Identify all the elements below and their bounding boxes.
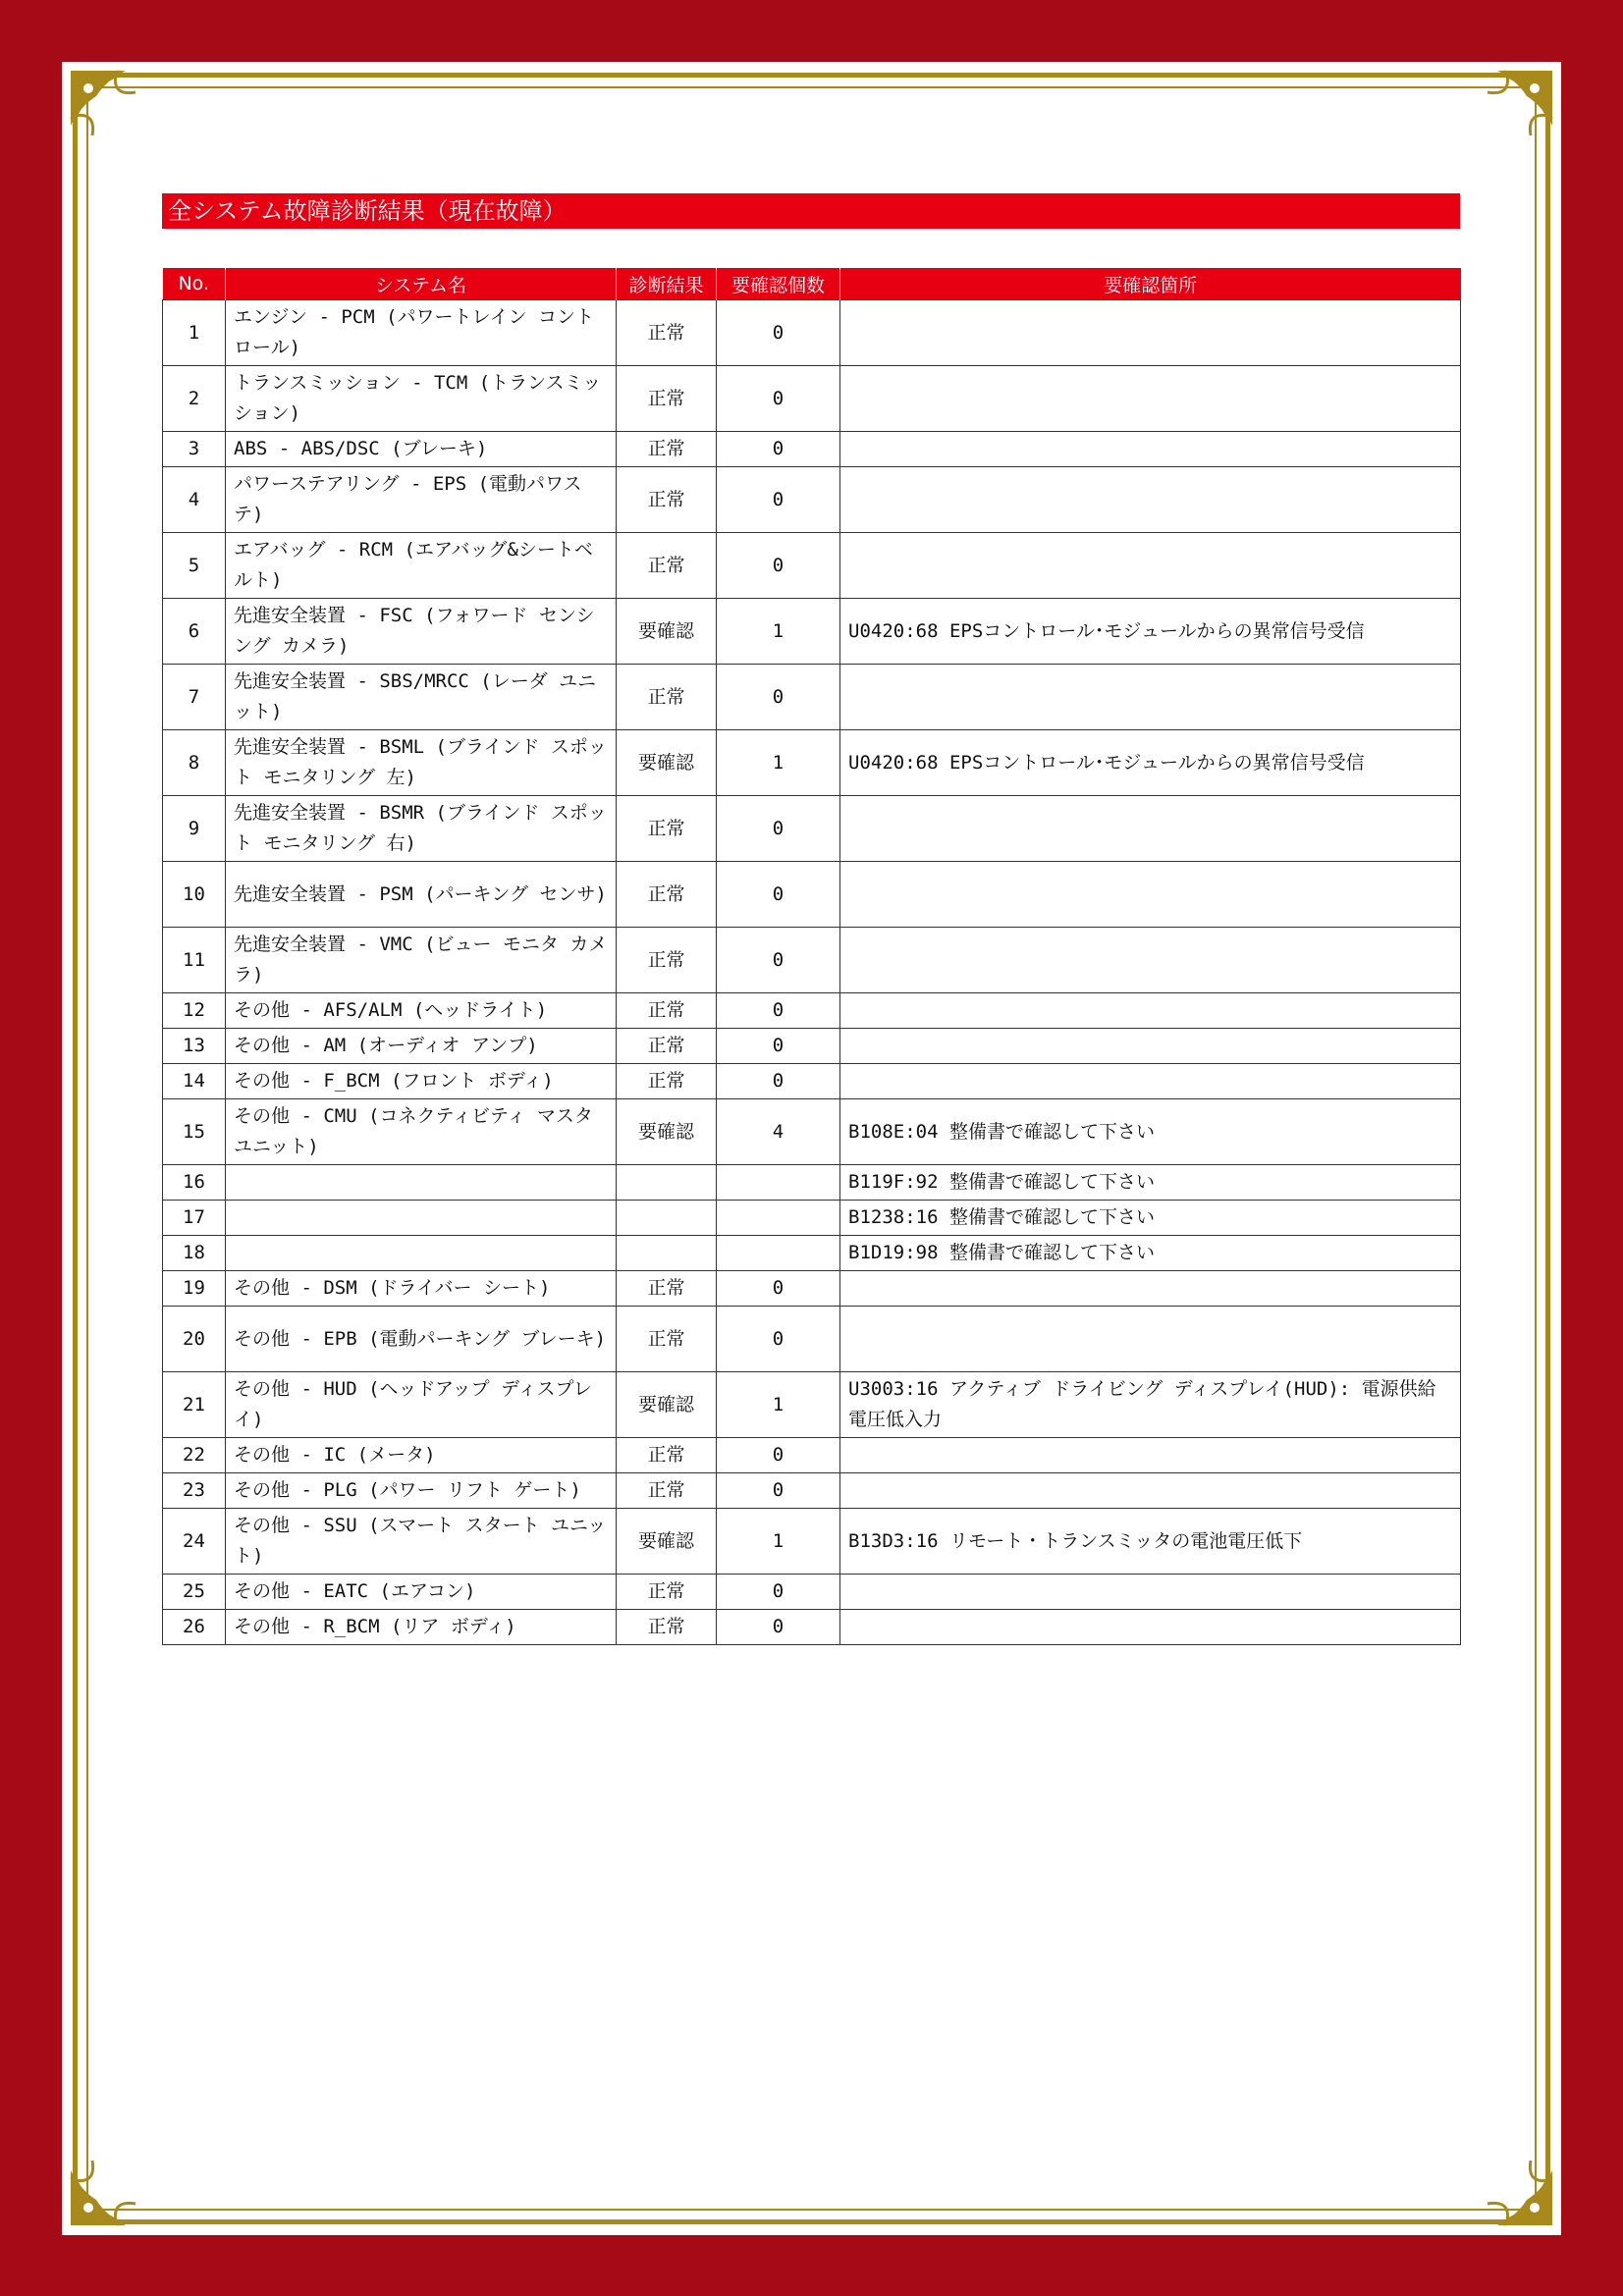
system-name: エンジン - PCM (パワートレイン コントロール): [226, 300, 617, 366]
check-detail: [840, 993, 1461, 1029]
check-count: 0: [717, 1438, 840, 1473]
check-detail: [840, 796, 1461, 862]
row-number: 1: [163, 300, 226, 366]
row-number: 16: [163, 1165, 226, 1201]
check-detail: [840, 928, 1461, 993]
table-row: [163, 1575, 1461, 1610]
row-number: 9: [163, 796, 226, 862]
system-name: その他 - CMU (コネクティビティ マスタ ユニット): [226, 1099, 617, 1165]
check-count: 1: [717, 599, 840, 665]
check-count: 0: [717, 366, 840, 432]
table-row: [163, 1372, 1461, 1438]
system-name: [226, 1201, 617, 1236]
table-row: [163, 1307, 1461, 1372]
diagnosis-result: [617, 1201, 717, 1236]
check-count: 1: [717, 1372, 840, 1438]
check-detail: [840, 432, 1461, 467]
column-header-count: 要確認個数: [717, 268, 840, 300]
row-number: 6: [163, 599, 226, 665]
row-number: 11: [163, 928, 226, 993]
check-count: 0: [717, 796, 840, 862]
row-number: 21: [163, 1372, 226, 1438]
check-count: 0: [717, 1064, 840, 1099]
diagnosis-result: 正常: [617, 432, 717, 467]
check-detail: U0420:68 EPSコントロール･モジュールからの異常信号受信: [840, 730, 1461, 796]
corner-ornament-icon: [1458, 67, 1556, 165]
check-detail: B1238:16 整備書で確認して下さい: [840, 1201, 1461, 1236]
check-detail: [840, 665, 1461, 730]
diagnosis-result: 正常: [617, 1307, 717, 1372]
system-name: 先進安全装置 - VMC (ビュー モニタ カメラ): [226, 928, 617, 993]
row-number: 25: [163, 1575, 226, 1610]
corner-ornament-icon: [67, 67, 165, 165]
system-name: エアバッグ - RCM (エアバッグ&シートベルト): [226, 533, 617, 599]
table-row: [163, 1029, 1461, 1064]
row-number: 23: [163, 1473, 226, 1509]
table-row: [163, 665, 1461, 730]
table-row: [163, 467, 1461, 533]
check-detail: [840, 366, 1461, 432]
check-detail: B119F:92 整備書で確認して下さい: [840, 1165, 1461, 1201]
diagnosis-result: 正常: [617, 862, 717, 928]
diagnosis-result: 正常: [617, 300, 717, 366]
check-count: 1: [717, 1509, 840, 1575]
check-detail: [840, 467, 1461, 533]
row-number: 15: [163, 1099, 226, 1165]
diagnosis-result: 要確認: [617, 730, 717, 796]
table-row: [163, 1201, 1461, 1236]
check-count: 0: [717, 533, 840, 599]
check-detail: B108E:04 整備書で確認して下さい: [840, 1099, 1461, 1165]
system-name: パワーステアリング - EPS (電動パワステ): [226, 467, 617, 533]
row-number: 17: [163, 1201, 226, 1236]
check-count: 0: [717, 665, 840, 730]
diagnosis-result: 正常: [617, 467, 717, 533]
table-row: [163, 862, 1461, 928]
diagnosis-result: 正常: [617, 1610, 717, 1645]
diagnosis-result: 正常: [617, 993, 717, 1029]
diagnosis-result: [617, 1236, 717, 1271]
check-count: 0: [717, 862, 840, 928]
diagnosis-result: 正常: [617, 796, 717, 862]
row-number: 7: [163, 665, 226, 730]
row-number: 4: [163, 467, 226, 533]
check-count: 0: [717, 1271, 840, 1307]
table-row: [163, 928, 1461, 993]
row-number: 14: [163, 1064, 226, 1099]
row-number: 18: [163, 1236, 226, 1271]
check-count: 0: [717, 993, 840, 1029]
check-detail: B1D19:98 整備書で確認して下さい: [840, 1236, 1461, 1271]
system-name: その他 - SSU (スマート スタート ユニット): [226, 1509, 617, 1575]
system-name: その他 - DSM (ドライバー シート): [226, 1271, 617, 1307]
check-count: 0: [717, 1307, 840, 1372]
row-number: 13: [163, 1029, 226, 1064]
table-row: [163, 1473, 1461, 1509]
diagnosis-result: 正常: [617, 1271, 717, 1307]
table-row: [163, 993, 1461, 1029]
diagnosis-result: 正常: [617, 928, 717, 993]
check-detail: [840, 1438, 1461, 1473]
system-name: ABS - ABS/DSC (ブレーキ): [226, 432, 617, 467]
diagnosis-result: 正常: [617, 1029, 717, 1064]
check-detail: [840, 862, 1461, 928]
check-detail: [840, 300, 1461, 366]
check-detail: [840, 1064, 1461, 1099]
table-row: [163, 1610, 1461, 1645]
table-row: [163, 1099, 1461, 1165]
check-count: 0: [717, 1575, 840, 1610]
corner-ornament-icon: [1458, 2131, 1556, 2229]
table-row: [163, 300, 1461, 366]
system-name: その他 - EATC (エアコン): [226, 1575, 617, 1610]
check-count: 0: [717, 1473, 840, 1509]
table-row: [163, 1438, 1461, 1473]
system-name: 先進安全装置 - BSMR (ブラインド スポット モニタリング 右): [226, 796, 617, 862]
system-name: [226, 1236, 617, 1271]
system-name: その他 - IC (メータ): [226, 1438, 617, 1473]
diagnosis-result: 要確認: [617, 1099, 717, 1165]
system-name: 先進安全装置 - SBS/MRCC (レーダ ユニット): [226, 665, 617, 730]
column-header-system: システム名: [226, 268, 617, 300]
table-row: [163, 1064, 1461, 1099]
check-count: 4: [717, 1099, 840, 1165]
report-title: 全システム故障診断結果（現在故障）: [162, 193, 1460, 229]
check-count: 1: [717, 730, 840, 796]
check-count: 0: [717, 467, 840, 533]
diagnosis-result: 要確認: [617, 1509, 717, 1575]
table-row: [163, 533, 1461, 599]
check-detail: B13D3:16 リモート・トランスミッタの電池電圧低下: [840, 1509, 1461, 1575]
system-name: その他 - F_BCM (フロント ボディ): [226, 1064, 617, 1099]
system-name: トランスミッション - TCM (トランスミッション): [226, 366, 617, 432]
table-row: [163, 796, 1461, 862]
check-count: [717, 1165, 840, 1201]
row-number: 20: [163, 1307, 226, 1372]
system-name: [226, 1165, 617, 1201]
system-name: その他 - HUD (ヘッドアップ ディスプレイ): [226, 1372, 617, 1438]
row-number: 8: [163, 730, 226, 796]
table-row: [163, 1509, 1461, 1575]
row-number: 10: [163, 862, 226, 928]
diagnosis-result: 正常: [617, 665, 717, 730]
row-number: 12: [163, 993, 226, 1029]
diagnosis-result: 正常: [617, 1575, 717, 1610]
system-name: 先進安全装置 - PSM (パーキング センサ): [226, 862, 617, 928]
diagnosis-result: 要確認: [617, 599, 717, 665]
table-row: [163, 1271, 1461, 1307]
table-row: [163, 1236, 1461, 1271]
row-number: 2: [163, 366, 226, 432]
system-name: その他 - EPB (電動パーキング ブレーキ): [226, 1307, 617, 1372]
table-header-row: [163, 268, 1461, 300]
row-number: 5: [163, 533, 226, 599]
system-name: その他 - R_BCM (リア ボディ): [226, 1610, 617, 1645]
check-count: 0: [717, 1610, 840, 1645]
row-number: 3: [163, 432, 226, 467]
diagnosis-result: 正常: [617, 1473, 717, 1509]
check-detail: U3003:16 アクティブ ドライビング ディスプレイ(HUD): 電源供給電圧低入力: [840, 1372, 1461, 1438]
row-number: 24: [163, 1509, 226, 1575]
system-name: 先進安全装置 - BSML (ブラインド スポット モニタリング 左): [226, 730, 617, 796]
row-number: 19: [163, 1271, 226, 1307]
diagnosis-result: 要確認: [617, 1372, 717, 1438]
column-header-result: 診断結果: [617, 268, 717, 300]
column-header-no: No.: [163, 268, 226, 300]
check-detail: [840, 533, 1461, 599]
diagnosis-result: [617, 1165, 717, 1201]
diagnosis-result: 正常: [617, 366, 717, 432]
check-count: 0: [717, 432, 840, 467]
check-detail: [840, 1575, 1461, 1610]
corner-ornament-icon: [67, 2131, 165, 2229]
check-detail: [840, 1271, 1461, 1307]
system-name: その他 - PLG (パワー リフト ゲート): [226, 1473, 617, 1509]
column-header-detail: 要確認箇所: [840, 268, 1461, 300]
diagnosis-result: 正常: [617, 1438, 717, 1473]
system-name: 先進安全装置 - FSC (フォワード センシング カメラ): [226, 599, 617, 665]
row-number: 22: [163, 1438, 226, 1473]
table-row: [163, 730, 1461, 796]
diagnosis-result: 正常: [617, 533, 717, 599]
check-count: 0: [717, 1029, 840, 1064]
table-row: [163, 432, 1461, 467]
check-count: [717, 1201, 840, 1236]
table-row: [163, 599, 1461, 665]
check-count: 0: [717, 928, 840, 993]
system-name: その他 - AM (オーディオ アンプ): [226, 1029, 617, 1064]
table-row: [163, 1165, 1461, 1201]
diagnosis-table: [162, 268, 1461, 1645]
system-name: その他 - AFS/ALM (ヘッドライト): [226, 993, 617, 1029]
row-number: 26: [163, 1610, 226, 1645]
check-detail: [840, 1307, 1461, 1372]
check-detail: [840, 1610, 1461, 1645]
check-detail: [840, 1473, 1461, 1509]
table-row: [163, 366, 1461, 432]
check-count: 0: [717, 300, 840, 366]
diagnosis-result: 正常: [617, 1064, 717, 1099]
check-detail: [840, 1029, 1461, 1064]
check-count: [717, 1236, 840, 1271]
check-detail: U0420:68 EPSコントロール･モジュールからの異常信号受信: [840, 599, 1461, 665]
